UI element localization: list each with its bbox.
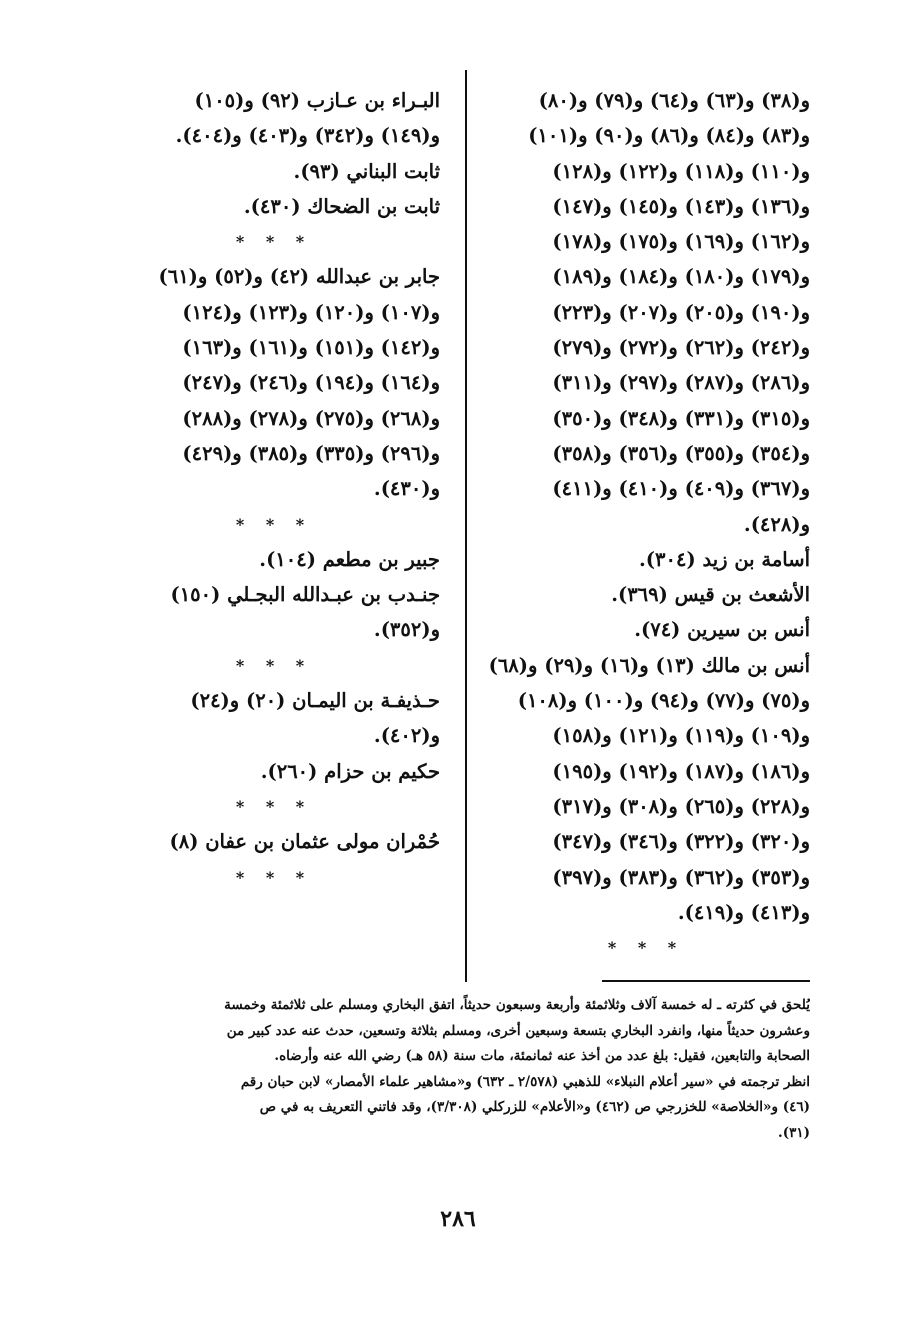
index-entry-line: و(١٠٧) و(١٢٠) و(١٢٣) و(١٢٤) [182, 300, 440, 324]
index-entry-line: و(١٠٩) و(١١٩) و(١٢١) و(١٥٨) [552, 724, 810, 748]
index-entry-line: و(٢٤٢) و(٢٦٢) و(٢٧٢) و(٢٧٩) [552, 336, 810, 360]
index-entry-line: جنـدب بن عبـدالله البجـلي (١٥٠) [170, 583, 440, 607]
index-entry-line: حُمْران مولى عثمان بن عفان (٨) [169, 830, 440, 854]
index-entry-line: و(١٤٩) و(٣٤٢) و(٤٠٣) و(٤٠٤). [175, 124, 440, 148]
section-separator-stars: * * * [235, 796, 313, 816]
index-entry-line: الأشعث بن قيس (٣٦٩). [611, 583, 810, 607]
footnote-rule [602, 980, 810, 982]
index-entry-line: و(٣٢٠) و(٣٢٢) و(٣٤٦) و(٣٤٧) [552, 830, 810, 854]
index-entry-line: و(٣٦٧) و(٤٠٩) و(٤١٠) و(٤١١) [552, 477, 810, 501]
section-separator-stars: * * * [607, 938, 685, 958]
index-entry-line: و(٣٨) و(٦٣) و(٦٤) و(٧٩) و(٨٠) [538, 89, 810, 112]
index-entry-line: جبير بن مطعم (١٠٤). [259, 547, 440, 571]
index-entry-line: ثابت بن الضحاك (٤٣٠). [243, 194, 440, 218]
index-entry-line: و(٤٠٢). [373, 724, 440, 748]
index-entry-line: و(٨٣) و(٨٤) و(٨٦) و(٩٠) و(١٠١) [528, 124, 810, 148]
index-entry-line: و(٢٦٨) و(٢٧٥) و(٢٧٨) و(٢٨٨) [182, 406, 440, 430]
section-separator-stars: * * * [235, 514, 313, 534]
footnote-line: (٣١). [778, 1124, 810, 1141]
index-entry-line: و(١٦٢) و(١٦٩) و(١٧٥) و(١٧٨) [552, 230, 810, 254]
index-entry-line: و(٣١٥) و(٣٣١) و(٣٤٨) و(٣٥٠) [552, 406, 810, 430]
index-entry-line: أنس بن مالك (١٣) و(١٦) و(٢٩) و(٦٨) [488, 653, 810, 677]
index-entry-line: و(٣٥٣) و(٣٦٢) و(٣٨٣) و(٣٩٧) [552, 865, 810, 889]
index-entry-line: و(٣٥٤) و(٣٥٥) و(٣٥٦) و(٣٥٨) [552, 441, 810, 465]
footnote-line: انظر ترجمته في «سير أعلام النبلاء» للذهبي (٢/٥٧٨ ـ ٦٣٢) و«مشاهير علماء الأمصار» لابن حبان رقم [240, 1073, 810, 1090]
index-entry-line: أنس بن سيرين (٧٤). [634, 618, 810, 642]
index-entry-line: حكيم بن حزام (٢٦٠). [260, 759, 440, 783]
index-entry-line: البـراء بن عـازب (٩٢) و(١٠٥) [194, 89, 440, 112]
column-divider [465, 70, 467, 982]
section-separator-stars: * * * [235, 655, 313, 675]
index-entry-line: و(٢٩٦) و(٣٣٥) و(٣٨٥) و(٤٢٩) [182, 441, 440, 465]
index-entry-line: و(٢٨٦) و(٢٨٧) و(٢٩٧) و(٣١١) [552, 371, 810, 395]
footnote-line: الصحابة والتابعين، فقيل: بلغ عدد من أخذ عنه ثمانمئة، مات سنة (٥٨ هـ) رضي الله عنه وأرضاه. [274, 1048, 810, 1064]
section-separator-stars: * * * [235, 232, 313, 252]
index-entry-line: و(٣٥٢). [373, 618, 440, 642]
index-entry-line: و(٤١٣) و(٤١٩). [677, 900, 810, 924]
index-entry-line: و(١٤٢) و(١٥١) و(١٦١) و(١٦٣) [182, 336, 440, 360]
index-entry-line: و(١٣٦) و(١٤٣) و(١٤٥) و(١٤٧) [552, 194, 810, 218]
footnote-line: وعشرون حديثاً منها، وانفرد البخاري بتسعة وسبعين أخرى، ومسلم بثلاثة وتسعين، حدث عنه عدد كبير من [226, 1022, 810, 1039]
index-entry-line: و(٢٢٨) و(٢٦٥) و(٣٠٨) و(٣١٧) [552, 794, 810, 818]
footnote-line: يُلحق في كثرته ـ له خمسة آلاف وثلاثمئة وأربعة وسبعون حديثاً، اتفق البخاري ومسلم على ثلاثمئة وخمسة [224, 997, 810, 1013]
index-entry-line: و(٤٢٨). [743, 512, 810, 536]
footnote [108, 993, 810, 1146]
index-entry-line: و(١٧٩) و(١٨٠) و(١٨٤) و(١٨٩) [552, 265, 810, 289]
index-entry-line: و(١٦٤) و(١٩٤) و(٢٤٦) و(٢٤٧) [182, 371, 440, 395]
index-entry-line: ثابت البناني (٩٣). [293, 159, 440, 183]
index-entry-line: و(٤٣٠). [373, 477, 440, 501]
footnote-line: (٤٦) و«الخلاصة» للخزرجي ص (٤٦٢) و«الأعلام» للزركلي (٣/٣٠٨)، وقد فاتني التعريف به في ص [259, 1099, 810, 1115]
index-entry-line: و(١٨٦) و(١٨٧) و(١٩٢) و(١٩٥) [552, 759, 810, 783]
index-entry-line: أسامة بن زيد (٣٠٤). [639, 547, 810, 571]
index-entry-line: و(١٩٠) و(٢٠٥) و(٢٠٧) و(٢٢٣) [552, 300, 810, 324]
section-separator-stars: * * * [235, 867, 313, 887]
page-number: ٢٨٦ [440, 1206, 476, 1232]
index-column-left [108, 83, 440, 895]
index-entry-line: و(١١٠) و(١١٨) و(١٢٢) و(١٢٨) [552, 159, 810, 183]
index-entry-line: جابر بن عبدالله (٤٢) و(٥٢) و(٦١) [158, 265, 440, 289]
index-column-right [482, 83, 810, 965]
index-entry-line: و(٧٥) و(٧٧) و(٩٤) و(١٠٠) و(١٠٨) [517, 689, 810, 713]
index-entry-line: حـذيفـة بن اليمـان (٢٠) و(٢٤) [190, 689, 440, 713]
